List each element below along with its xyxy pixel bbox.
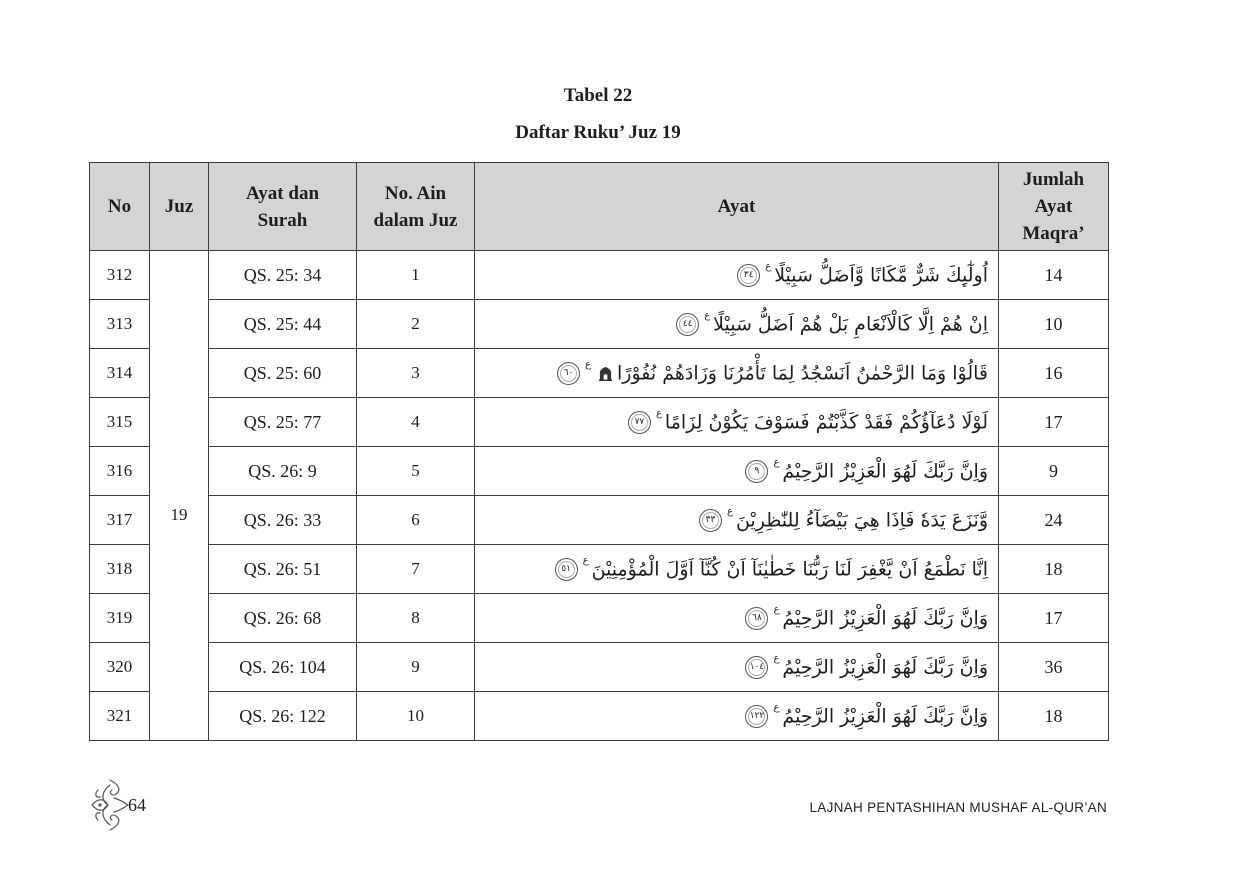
ayat-cell <box>475 251 999 300</box>
row-number-cell: 312 <box>90 251 150 300</box>
table-row <box>90 545 1109 594</box>
jumlah-ayat-cell: 18 <box>999 545 1109 594</box>
ayat-cell <box>475 398 999 447</box>
header-label: Ayat <box>717 196 756 217</box>
row-number-cell: 316 <box>90 447 150 496</box>
surah-reference-cell: QS. 25: 34 <box>209 251 357 300</box>
surah-reference-cell: QS. 26: 51 <box>209 545 357 594</box>
ruku-table <box>89 162 1109 741</box>
jumlah-ayat-cell: 17 <box>999 398 1109 447</box>
verse-number-marker: ١٢٢ <box>745 705 768 728</box>
table-row <box>90 251 1109 300</box>
jumlah-ayat-cell: 16 <box>999 349 1109 398</box>
ruku-mark: ع <box>727 505 733 517</box>
juz-cell <box>150 251 209 741</box>
ruku-mark: ع <box>765 260 772 272</box>
verse-number-marker: ٤٤ <box>676 313 699 336</box>
ayat-text: اِنْ هُمْ اِلَّا كَالْاَنْعَامِ بَلْ هُمْ اَضَلُّ سَبِيْلًا <box>713 313 988 335</box>
header-label-line: Ayat dan <box>245 182 320 204</box>
surah-reference-cell: QS. 26: 68 <box>209 594 357 643</box>
table-body <box>90 251 1109 741</box>
header-label-line: Jumlah <box>1022 169 1085 190</box>
verse-number-marker: ٩ <box>745 460 768 483</box>
ain-number-cell: 8 <box>357 594 475 643</box>
ayat-cell <box>475 447 999 496</box>
ain-number-cell: 5 <box>357 447 475 496</box>
column-header-ayat <box>475 163 999 251</box>
header-label: Juz <box>164 196 194 217</box>
verse-number-marker: ٦٨ <box>745 607 768 630</box>
table-row <box>90 594 1109 643</box>
row-number-cell: 318 <box>90 545 150 594</box>
header-label-line: No. Ain <box>384 182 447 204</box>
ruku-mark: ع <box>704 309 711 321</box>
table-caption-title: Daftar Ruku’ Juz 19 <box>515 122 681 143</box>
ain-number-cell: 1 <box>357 251 475 300</box>
surah-reference-cell: QS. 25: 77 <box>209 398 357 447</box>
ayat-cell <box>475 692 999 741</box>
row-number-cell: 320 <box>90 643 150 692</box>
verse-number-marker: ٧٧ <box>628 411 651 434</box>
header-label: No <box>107 196 132 217</box>
surah-reference-cell: QS. 26: 33 <box>209 496 357 545</box>
ain-number-cell: 9 <box>357 643 475 692</box>
ruku-mark: ع <box>585 358 592 370</box>
row-number-cell: 319 <box>90 594 150 643</box>
ruku-mark: ع <box>655 407 662 419</box>
ayat-text: وَاِنَّ رَبَّكَ لَهُوَ الْعَزِيْزُ الرَّحِيْمُ <box>782 607 988 629</box>
table-row <box>90 447 1109 496</box>
table-row <box>90 349 1109 398</box>
header-label-line: dalam Juz <box>373 209 458 231</box>
ayat-text: وَاِنَّ رَبَّكَ لَهُوَ الْعَزِيْزُ الرَّحِيْمُ <box>782 460 988 482</box>
table-row <box>90 643 1109 692</box>
ruku-mark: ع <box>773 603 780 615</box>
publisher-footer: LAJNAH PENTASHIHAN MUSHAF AL-QUR’AN <box>809 800 1107 815</box>
jumlah-ayat-cell: 17 <box>999 594 1109 643</box>
ayat-text: وَّنَزَعَ يَدَهٗ فَاِذَا هِيَ بَيْضَآءُ لِلنّٰظِرِيْنَ <box>735 509 988 531</box>
page-number: 64 <box>128 795 146 815</box>
surah-reference-cell: QS. 26: 104 <box>209 643 357 692</box>
jumlah-ayat-cell: 36 <box>999 643 1109 692</box>
ayat-text: اِنَّا نَطْمَعُ اَنْ يَّغْفِرَ لَنَا رَبُّنَا خَطٰيٰنَآ اَنْ كُنَّآ اَوَّلَ الْمُؤْمِنِيْنَ <box>591 558 988 580</box>
table-row <box>90 496 1109 545</box>
ayat-cell <box>475 496 999 545</box>
surah-reference-cell: QS. 25: 60 <box>209 349 357 398</box>
ain-number-cell: 6 <box>357 496 475 545</box>
ayat-text: اُولٰٓىِٕكَ شَرٌّ مَّكَانًا وَّاَضَلُّ سَبِيْلًا <box>774 264 988 286</box>
table-caption-number: Tabel 22 <box>563 85 633 106</box>
row-number-cell: 313 <box>90 300 150 349</box>
ain-number-cell: 4 <box>357 398 475 447</box>
jumlah-ayat-cell: 24 <box>999 496 1109 545</box>
jumlah-ayat-cell: 18 <box>999 692 1109 741</box>
table-row <box>90 300 1109 349</box>
ayat-cell <box>475 300 999 349</box>
column-header-no-ain <box>357 163 475 251</box>
table-row <box>90 398 1109 447</box>
ayat-cell <box>475 643 999 692</box>
floral-ornament-icon <box>88 776 132 839</box>
row-number-cell: 315 <box>90 398 150 447</box>
juz-value: 19 <box>170 504 188 524</box>
row-number-cell: 321 <box>90 692 150 741</box>
ayat-cell <box>475 545 999 594</box>
ain-number-cell: 2 <box>357 300 475 349</box>
ayat-text: وَاِنَّ رَبَّكَ لَهُوَ الْعَزِيْزُ الرَّحِيْمُ <box>782 705 988 727</box>
table-header-row <box>90 163 1109 251</box>
table-row <box>90 692 1109 741</box>
column-header-jumlah <box>999 163 1109 251</box>
ayat-text: قَالُوْا وَمَا الرَّحْمٰنُ اَنَسْجُدُ لِمَا تَأْمُرُنَا وَزَادَهُمْ نُفُوْرًا <box>617 362 988 384</box>
surah-reference-cell: QS. 25: 44 <box>209 300 357 349</box>
row-number-cell: 317 <box>90 496 150 545</box>
ayat-cell <box>475 349 999 398</box>
table-header <box>90 163 1109 251</box>
jumlah-ayat-cell: 10 <box>999 300 1109 349</box>
surah-reference-cell: QS. 26: 9 <box>209 447 357 496</box>
ruku-mark: ع <box>773 701 780 713</box>
verse-number-marker: ٦٠ <box>557 362 580 385</box>
ain-number-cell: 3 <box>357 349 475 398</box>
sajdah-icon <box>598 366 613 381</box>
ayat-text: لَوْلَا دُعَآؤُكُمْ فَقَدْ كَذَّبْتُمْ فَسَوْفَ يَكُوْنُ لِزَامًا <box>664 411 988 433</box>
ruku-mark: ع <box>582 554 589 566</box>
verse-number-marker: ٥١ <box>555 558 578 581</box>
ain-number-cell: 7 <box>357 545 475 594</box>
surah-reference-cell: QS. 26: 122 <box>209 692 357 741</box>
column-header-juz <box>150 163 209 251</box>
verse-number-marker: ٣٣ <box>699 509 722 532</box>
jumlah-ayat-cell: 14 <box>999 251 1109 300</box>
column-header-no <box>90 163 150 251</box>
header-label-line: Surah <box>257 209 308 231</box>
header-label-line: Ayat <box>1034 196 1073 217</box>
verse-number-marker: ١٠٤ <box>745 656 768 679</box>
verse-number-marker: ٣٤ <box>737 264 760 287</box>
row-number-cell: 314 <box>90 349 150 398</box>
ruku-mark: ع <box>773 652 780 664</box>
ayat-text: وَاِنَّ رَبَّكَ لَهُوَ الْعَزِيْزُ الرَّحِيْمُ <box>782 656 988 678</box>
ayat-cell <box>475 594 999 643</box>
column-header-ayat-surah <box>209 163 357 251</box>
ruku-mark: ع <box>773 456 780 468</box>
ain-number-cell: 10 <box>357 692 475 741</box>
jumlah-ayat-cell: 9 <box>999 447 1109 496</box>
header-label-line: Maqra’ <box>1022 223 1085 244</box>
